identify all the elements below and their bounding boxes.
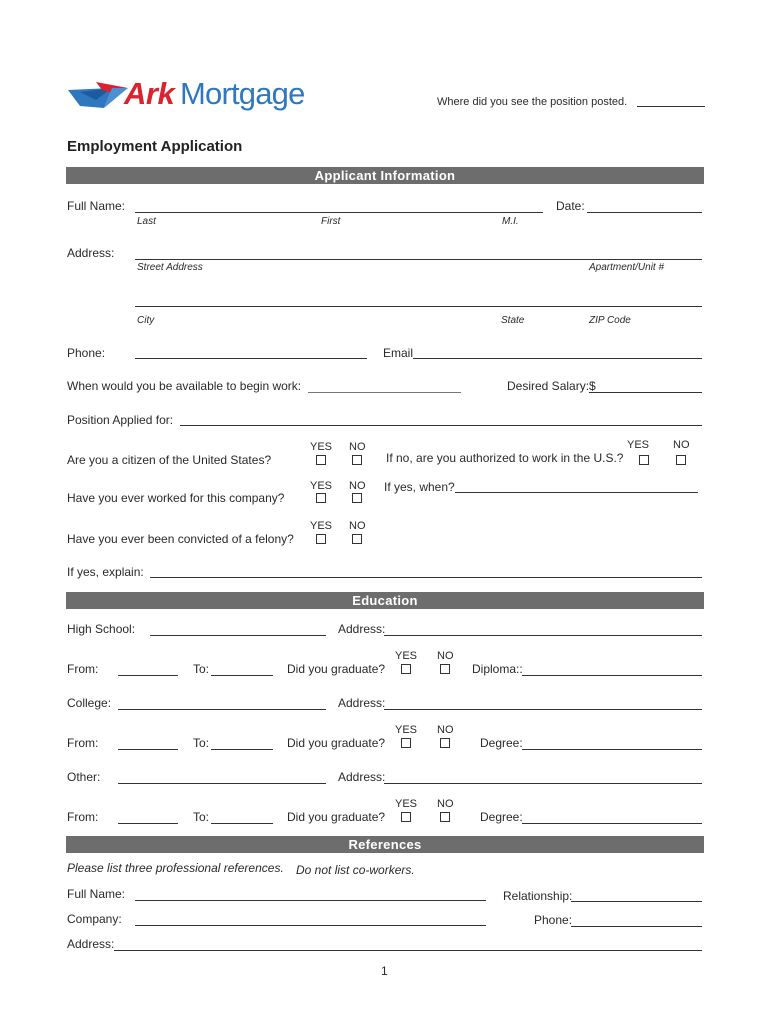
college-label: College: [67,696,112,710]
worked-no-label: NO [349,480,366,492]
ref-phone-input[interactable] [571,926,702,927]
ref-relationship-label: Relationship: [503,889,573,903]
first-caption: First [321,216,341,227]
college-to-label: To: [193,736,210,750]
other-degree-label: Degree: [480,810,523,824]
other-degree-input[interactable] [522,823,702,824]
section-applicant-info: Applicant Information [66,167,704,184]
position-label: Position Applied for: [67,413,174,427]
hs-to-input[interactable] [211,675,273,676]
citizen-yes-checkbox[interactable] [316,455,326,465]
email-label: Email [383,346,414,360]
hs-to-label: To: [193,662,210,676]
other-from-input[interactable] [118,823,178,824]
ref-address-label: Address: [67,937,115,951]
other-graduate-question: Did you graduate? [287,810,386,824]
ref-full-name-label: Full Name: [67,887,126,901]
available-input[interactable] [308,392,461,393]
hs-address-input[interactable] [384,635,702,636]
ref-phone-label: Phone: [534,913,573,927]
posted-question: Where did you see the position posted. [437,96,628,108]
page-number: 1 [381,964,388,978]
last-caption: Last [137,216,156,227]
address-label: Address: [67,246,115,260]
ref-relationship-input[interactable] [571,901,702,902]
college-no-checkbox[interactable] [440,738,450,748]
city-state-zip-input[interactable] [135,306,702,307]
diploma-label: Diploma:: [472,662,523,676]
other-label: Other: [67,770,101,784]
other-to-label: To: [193,810,210,824]
position-input[interactable] [180,425,702,426]
street-address-input[interactable] [135,259,702,260]
available-label: When would you be available to begin work: [67,379,302,393]
hs-from-input[interactable] [118,675,178,676]
when-input[interactable] [455,492,698,493]
hs-from-label: From: [67,662,99,676]
section-education: Education [66,592,704,609]
citizen-yes-label: YES [310,441,333,453]
citizen-no-checkbox[interactable] [352,455,362,465]
hs-address-label: Address: [338,622,386,636]
phone-input[interactable] [135,358,367,359]
college-to-input[interactable] [211,749,273,750]
boat-logo-icon [66,78,130,112]
logo-brand: Ark [124,76,175,111]
hs-graduate-question: Did you graduate? [287,662,386,676]
hs-no-label: NO [437,650,454,662]
college-from-input[interactable] [118,749,178,750]
other-yes-checkbox[interactable] [401,812,411,822]
felony-no-label: NO [349,520,366,532]
section-references: References [66,836,704,853]
date-input[interactable] [587,212,702,213]
worked-no-checkbox[interactable] [352,493,362,503]
college-from-label: From: [67,736,99,750]
worked-yes-label: YES [310,480,333,492]
salary-label: Desired Salary: [507,379,590,393]
felony-yes-checkbox[interactable] [316,534,326,544]
other-from-label: From: [67,810,99,824]
full-name-input[interactable] [135,212,543,213]
college-yes-label: YES [395,724,418,736]
other-address-label: Address: [338,770,386,784]
college-graduate-question: Did you graduate? [287,736,386,750]
other-to-input[interactable] [211,823,273,824]
college-address-label: Address: [338,696,386,710]
authorized-no-checkbox[interactable] [676,455,686,465]
references-instruction-2: Do not list co-workers. [296,863,415,877]
other-yes-label: YES [395,798,418,810]
college-input[interactable] [118,709,326,710]
page-title: Employment Application [67,138,243,155]
hs-yes-label: YES [395,650,418,662]
posted-input[interactable] [637,106,705,107]
diploma-input[interactable] [522,675,702,676]
logo [66,72,316,118]
other-no-label: NO [437,798,454,810]
other-no-checkbox[interactable] [440,812,450,822]
city-caption: City [137,315,155,326]
citizen-question: Are you a citizen of the United States? [67,453,272,467]
mi-caption: M.I. [502,216,519,227]
authorized-yes-checkbox[interactable] [639,455,649,465]
zip-caption: ZIP Code [589,315,631,326]
ref-company-input[interactable] [135,925,486,926]
authorized-question: If no, are you authorized to work in the U.S.? [386,451,624,465]
felony-question: Have you ever been convicted of a felony? [67,532,294,546]
worked-question: Have you ever worked for this company? [67,491,285,505]
salary-symbol: $ [589,379,596,393]
citizen-no-label: NO [349,441,366,453]
other-address-input[interactable] [384,783,702,784]
references-instruction: Please list three professional references. [67,861,284,875]
state-caption: State [501,315,525,326]
felony-yes-label: YES [310,520,333,532]
college-degree-label: Degree: [480,736,523,750]
felony-no-checkbox[interactable] [352,534,362,544]
high-school-input[interactable] [150,635,326,636]
full-name-label: Full Name: [67,199,126,213]
other-input[interactable] [118,783,326,784]
ref-company-label: Company: [67,912,122,926]
logo-suffix: Mortgage [180,76,305,111]
when-label: If yes, when? [384,480,455,494]
salary-input[interactable] [589,392,702,393]
college-yes-checkbox[interactable] [401,738,411,748]
email-input[interactable] [413,358,702,359]
authorized-yes-label: YES [627,439,650,451]
hs-no-checkbox[interactable] [440,664,450,674]
college-address-input[interactable] [384,709,702,710]
authorized-no-label: NO [673,439,690,451]
high-school-label: High School: [67,622,136,636]
apt-caption: Apartment/Unit # [589,262,665,273]
ref-full-name-input[interactable] [135,900,486,901]
phone-label: Phone: [67,346,106,360]
ref-address-input[interactable] [114,950,702,951]
hs-yes-checkbox[interactable] [401,664,411,674]
date-label: Date: [556,199,585,213]
college-no-label: NO [437,724,454,736]
worked-yes-checkbox[interactable] [316,493,326,503]
street-caption: Street Address [137,262,203,273]
explain-input[interactable] [150,577,702,578]
explain-label: If yes, explain: [67,565,144,579]
college-degree-input[interactable] [522,749,702,750]
